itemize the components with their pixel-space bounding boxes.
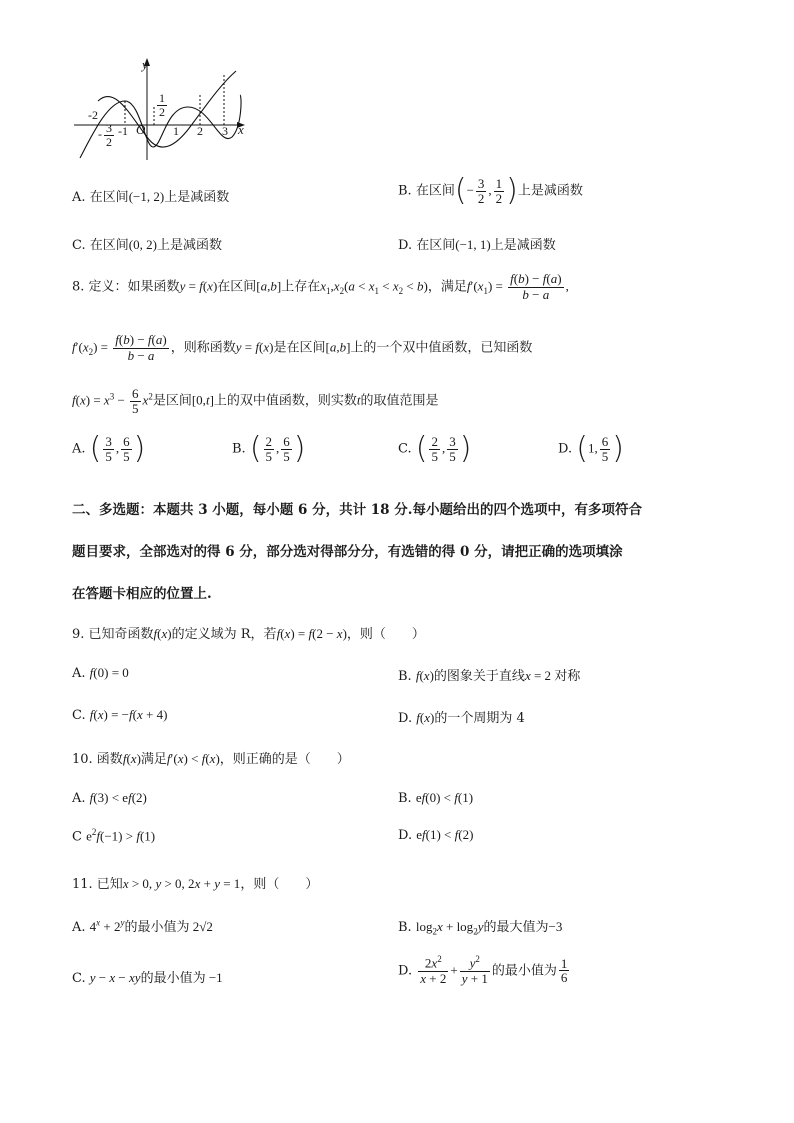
graph-y-label: y (142, 57, 148, 72)
q7-option-a[interactable]: A. 在区间(−1, 2)上是减函数 (72, 189, 230, 205)
q11-option-b[interactable]: B. $\log_2x + \log_2y$的最大值为−3 (398, 919, 563, 937)
graph-tick-3: 3 (222, 124, 228, 138)
graph-frac-pos: $\frac{1}{2}$ (159, 91, 165, 119)
q10-option-d[interactable]: D. ef(1) < f(2) (398, 827, 474, 843)
q9-option-a[interactable]: A. f(0) = 0 (72, 665, 129, 681)
graph-origin: O (136, 122, 146, 137)
q8-line3: $f(x) = x^3$ − $\frac{6}{5}$ $x^2$是区间[0,t]上的双中值函数，则实数t的取值范围是 (72, 386, 439, 416)
q11-option-c[interactable]: C. y − x − xy的最小值为 −1 (72, 970, 223, 986)
q8-line2: $f'(x_2)$ = $\frac{f(b) - f(a)}{b - a}$ ，则称函数y = f(x)是在区间[a,b]上的一个双中值函数，已知函数 (72, 332, 533, 363)
q11-option-a[interactable]: A. $4^x + 2^y$的最小值为 2√2 (72, 917, 213, 935)
section2-line2: 题目要求，全部选对的得 6 分，部分选对得部分分，有选错的得 0 分，请把正确的选项填涂 (72, 544, 623, 560)
q10-option-c[interactable]: C $e^2f(-1) > f(1)$ (72, 827, 156, 845)
q8-line1: 8. 定义：如果函数y = f(x)在区间[a,b]上存在$x_1,x_2(a < x_1 < x_2 < b)$，满足$f'(x_1)$ = $\frac{f(b) - f(a)}{b - a}$ , (72, 271, 569, 302)
graph-tick-neg2: -2 (88, 108, 98, 122)
q11-stem: 11. 已知x > 0, y > 0, 2x + y = 1，则（ ） (72, 876, 319, 892)
graph-frac-neg: - $\frac{3}{2}$ (98, 121, 112, 149)
q8-option-d[interactable]: D. (1, $\frac{6}{5}$ ) (558, 431, 624, 466)
q9-option-b[interactable]: B. f(x)的图象关于直线x = 2 对称 (398, 668, 581, 684)
q10-stem: 10. 函数f(x)满足f′(x) < f(x)，则正确的是（ ） (72, 751, 350, 767)
q8-option-a[interactable]: A. ( $\frac{3}{5}$ , $\frac{6}{5}$ ) (72, 431, 146, 466)
q7-option-c[interactable]: C. 在区间(0, 2)上是减函数 (72, 237, 222, 253)
q9-option-d[interactable]: D. f(x)的一个周期为 4 (398, 710, 525, 726)
q11-option-d[interactable]: D. $\frac{2x^2}{x + 2}$ + $\frac{y^2}{y + 1}$ 的最小值为 $\frac{1}{6}$ (398, 954, 568, 986)
q10-option-b[interactable]: B. ef(0) < f(1) (398, 790, 474, 806)
graph-tick-neg1: -1 (118, 124, 128, 138)
q10-option-a[interactable]: A. f(3) < ef(2) (72, 790, 147, 806)
q7-option-d[interactable]: D. 在区间(−1, 1)上是减函数 (398, 237, 556, 253)
q9-option-c[interactable]: C. f(x) = −f(x + 4) (72, 707, 168, 723)
q9-stem: 9. 已知奇函数f(x)的定义域为 R，若f(x) = f(2 − x)，则（ ） (72, 626, 425, 642)
q8-option-b[interactable]: B. ( $\frac{2}{5}$ , $\frac{6}{5}$ ) (232, 431, 306, 466)
q7-option-b[interactable]: B. 在区间(− $\frac{3}{2}$ , $\frac{1}{2}$ )上是减函数 (398, 173, 583, 208)
section2-line3: 在答题卡相应的位置上. (72, 586, 212, 602)
graph-tick-1: 1 (173, 124, 179, 138)
graph-tick-2: 2 (197, 124, 203, 138)
graph-x-label: x (238, 122, 244, 137)
section2-line1: 二、多选题：本题共 3 小题，每小题 6 分，共计 18 分.每小题给出的四个选项中，有多项符合 (72, 502, 642, 518)
q8-option-c[interactable]: C. ( $\frac{2}{5}$ , $\frac{3}{5}$ ) (398, 431, 472, 466)
